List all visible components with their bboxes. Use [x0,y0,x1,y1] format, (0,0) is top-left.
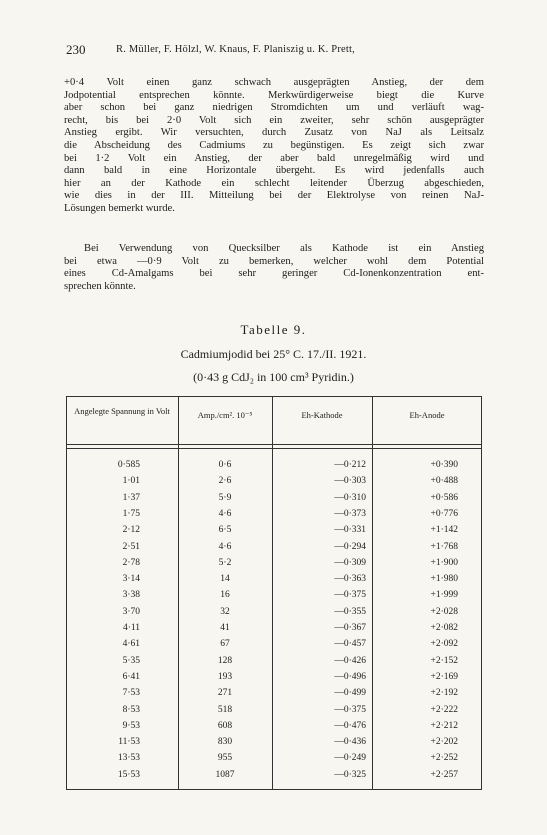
cell-voltage: 2·12 [122,525,140,536]
table-row [66,574,482,588]
table-row [66,721,482,735]
table-row [66,656,482,670]
text-line: bei 1·2 Volt ein Anstieg, der aber bald unregelmäßig wird und [64,152,484,164]
cell-cathode: —0·212 [334,460,366,470]
cell-anode: +1·999 [430,590,458,601]
cell-voltage: 9·53 [122,720,140,731]
cell-anode: +2·152 [430,655,458,666]
cell-voltage: 1·75 [122,508,140,519]
table-row [66,476,482,490]
text-line: hier an der Kathode ein schlecht leitender Überzug abgeschieden, [64,177,484,189]
cell-current: 4·6 [218,541,232,552]
cell-cathode: —0·294 [334,541,366,552]
cell-anode: +2·082 [430,623,458,633]
cell-cathode: —0·436 [334,737,366,748]
cell-anode: +2·202 [430,737,458,748]
table-row [66,525,482,539]
cell-cathode: —0·310 [334,492,366,503]
cell-voltage: 1·01 [122,476,140,487]
cell-current: 5·2 [218,557,232,568]
cell-cathode: —0·363 [334,574,366,585]
text-line: die Abscheidung des Cadmiums zu begünstigen. Es zeigt sich zwar [64,139,484,151]
table-row [66,688,482,702]
table-composition: (0·43 g CdJ₂ in 100 cm³ Pyridin.) [193,370,354,384]
cell-anode: +2·212 [430,720,458,731]
cell-current: 5·9 [218,492,232,503]
cell-current: 830 [217,737,233,748]
table-row [66,672,482,686]
cell-voltage: 11·53 [118,737,140,748]
cell-anode: +0·390 [430,460,458,470]
table-row [66,753,482,767]
cell-cathode: —0·499 [334,688,366,699]
cell-voltage: 15·53 [117,769,140,780]
cell-anode: +2·028 [430,606,458,617]
text-line: bei etwa —0·9 Volt zu bemerken, welcher wohl dem Potential [64,255,484,267]
cell-voltage: 8·53 [122,704,140,715]
text-line: +0·4 Volt einen ganz schwach ausgeprägten Anstieg, der dem [64,77,484,88]
cell-cathode: —0·355 [334,606,366,617]
table-row [66,705,482,719]
cell-current: 4·6 [218,508,232,519]
text-line: aber schon bei ganz niedrigen Stromdichten um und verläuft wag- [64,102,484,114]
cell-cathode: —0·303 [334,476,366,487]
cell-current: 32 [220,606,230,617]
cell-cathode: —0·457 [334,639,366,650]
cell-anode: +2·222 [430,704,458,715]
cell-cathode: —0·375 [334,704,366,715]
cell-current: 518 [217,704,233,715]
cell-current: 2·6 [218,476,232,487]
table-row [66,770,482,784]
cell-voltage: 3·70 [122,606,140,617]
table-row [66,607,482,621]
cell-cathode: —0·373 [334,508,366,519]
cell-anode: +0·488 [430,476,458,487]
text-line: dann bald in eine Horizontale übergeht. Es wird jedenfalls auch [64,165,484,177]
column-header-voltage: Angelegte Spannung in Volt [74,406,170,416]
table-row [66,509,482,523]
table-header-rule [66,444,482,445]
cell-anode: +2·169 [430,671,458,682]
text-line: wie dies in der III. Mitteilung bei der Elektrolyse von reinen NaJ- [64,190,484,202]
cell-voltage: 5·35 [122,655,140,666]
cell-current: 6·5 [218,525,232,536]
column-header-cathode: Eh-Kathode [301,410,343,420]
cell-cathode: —0·367 [334,623,366,633]
cell-voltage: 4·61 [122,639,140,650]
table-row [66,737,482,751]
cell-current: 14 [220,574,230,585]
cell-voltage: 6·41 [122,671,140,682]
cell-cathode: —0·375 [334,590,366,601]
cell-current: 16 [220,590,230,601]
text-line: Jodpotential entsprechen könnte. Merkwürdigerweise biegt die Kurve [64,89,484,101]
cell-anode: +0·586 [430,492,458,503]
cell-cathode: —0·331 [334,525,366,536]
paragraph-2 [64,243,484,293]
table-row [66,639,482,653]
text-line: Lösungen bemerkt wurde. [64,202,175,214]
cell-current: 1087 [215,769,235,780]
text-line: recht, bis bei 2·0 Volt sich ein zweiter, sehr schön ausgeprägter [64,114,484,126]
cell-cathode: —0·325 [334,769,366,780]
page-header [66,42,496,58]
cell-current: 41 [220,623,230,633]
cell-current: 955 [217,753,233,764]
text-line: Anstieg ergibt. Wir versuchten, durch Zusatz von NaJ als Leitsalz [64,127,484,139]
table-row [66,460,482,474]
cell-voltage: 13·53 [117,753,140,764]
paragraph-1 [64,77,484,216]
text-line: sprechen könnte. [64,280,136,292]
table-header-rule-2 [66,448,482,449]
table-row [66,623,482,637]
cell-anode: +2·252 [430,753,458,764]
cell-voltage: 7·53 [122,688,140,699]
table-row [66,542,482,556]
table-row [66,493,482,507]
cell-cathode: —0·476 [334,720,366,731]
text-line: eines Cd-Amalgams bei sehr geringer Cd-Ionenkonzentration ent- [64,268,484,280]
table-row [66,590,482,604]
cell-cathode: —0·496 [334,671,366,682]
cell-cathode: —0·309 [334,557,366,568]
cell-anode: +0·776 [430,508,458,519]
cell-voltage: 3·38 [122,590,140,601]
cell-voltage: 2·78 [122,557,140,568]
cell-cathode: —0·249 [334,753,366,764]
text-line: Bei Verwendung von Quecksilber als Kathode ist ein Anstieg [84,243,484,254]
cell-anode: +1·768 [430,541,458,552]
cell-current: 0·6 [218,460,232,470]
running-head: R. Müller, F. Hölzl, W. Knaus, F. Planiszig u. K. Prett, [116,44,355,55]
page-number: 230 [66,42,86,57]
cell-voltage: 1·37 [122,492,140,503]
cell-cathode: —0·426 [334,655,366,666]
column-header-anode: Eh-Anode [409,410,445,420]
cell-anode: +1·142 [430,525,458,536]
cell-anode: +2·257 [430,769,458,780]
cell-anode: +1·980 [430,574,458,585]
cell-anode: +1·900 [430,557,458,568]
cell-current: 608 [217,720,233,731]
cell-anode: +2·092 [430,639,458,650]
table-title: Tabelle 9. [240,322,307,337]
table-top-rule [66,396,482,397]
table-row [66,558,482,572]
cell-voltage: 2·51 [122,541,140,552]
cell-current: 67 [220,639,230,650]
cell-voltage: 0·585 [117,460,140,470]
data-table [66,396,482,790]
cell-anode: +2·192 [430,688,458,699]
column-header-current: Amp./cm². 10⁻⁵ [197,410,253,420]
cell-voltage: 3·14 [122,574,140,585]
cell-current: 128 [217,655,233,666]
table-bottom-rule [66,789,482,790]
cell-current: 193 [217,671,233,682]
cell-voltage: 4·11 [122,623,140,633]
table-caption: Cadmiumjodid bei 25° C. 17./II. 1921. [180,347,367,361]
cell-current: 271 [217,688,233,699]
